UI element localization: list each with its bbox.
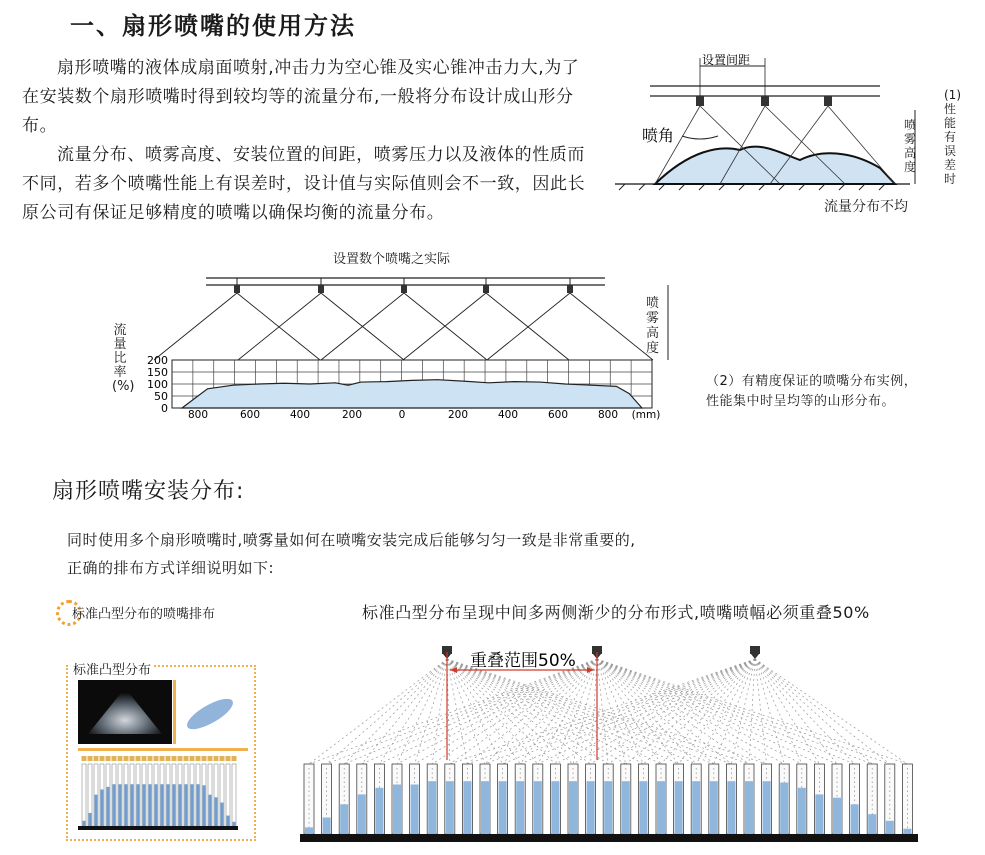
d2-x-tick: 600 — [239, 409, 261, 421]
intro-line-1: 同时使用多个扇形喷嘴时,喷雾量如何在喷嘴安装完成后能够匀匀一致是非常重要的, — [67, 531, 636, 549]
mini-tube-water — [215, 797, 218, 826]
d2-x-tick: 200 — [341, 409, 363, 421]
tube-water-level — [569, 781, 577, 834]
mini-tube-water — [107, 787, 110, 826]
tube-water-level — [851, 804, 859, 834]
tube-water-level — [411, 785, 419, 835]
d2-x-tick: 800 — [597, 409, 619, 421]
diagram-multi-nozzle — [140, 270, 700, 430]
mini-tube-water — [131, 784, 134, 826]
tube-water-level — [534, 781, 542, 834]
mini-tube — [232, 764, 236, 826]
tube-water-level — [798, 788, 806, 834]
d1-caption: 流量分布不均 — [824, 199, 908, 215]
d2-note — [706, 372, 917, 412]
d2-y-tick: 200 — [147, 354, 168, 367]
tube-water-level — [463, 781, 471, 834]
nozzle-1 — [696, 96, 704, 106]
tube-water-level — [446, 781, 454, 834]
mini-tube-water — [119, 784, 122, 826]
tube-water-level — [833, 798, 841, 834]
mini-tube-water — [155, 784, 158, 826]
tube-water-level — [393, 785, 401, 835]
mini-tube-water — [233, 822, 236, 826]
mini-tube-water — [149, 784, 152, 826]
spray-angle-label: 喷角 — [642, 126, 675, 145]
nozzle-3 — [824, 96, 832, 106]
paragraph-2: 流量分布、喷雾高度、安装位置的间距，喷雾压力以及液体的性质而不同，若多个喷嘴性能上有误差时，设计值与实际值则会不一致，因此长原公司有保证足够精度的喷嘴以确保均衡的流量分布。 — [22, 145, 586, 223]
panel-label: 标准凸型分布 — [70, 659, 154, 678]
tube-water-level — [375, 788, 383, 834]
mini-tube-water — [113, 784, 116, 826]
d2-y-tick: 150 — [147, 366, 168, 379]
d2-x-tick: 400 — [497, 409, 519, 421]
tube-water-level — [639, 781, 647, 834]
d1-side-note: (1)性能有误差时 — [944, 88, 961, 186]
tube-water-level — [675, 781, 683, 834]
mini-tube-water — [161, 784, 164, 826]
tube-water-level — [551, 781, 559, 834]
d2-nozzle — [234, 285, 240, 293]
uneven-flow-curve — [655, 147, 895, 184]
tube-water-level — [622, 781, 630, 834]
overlap-label: 重叠范围50% — [470, 651, 576, 671]
tube-water-level — [323, 818, 331, 835]
mini-tube-water — [89, 813, 92, 826]
mini-tube-water — [137, 784, 140, 826]
legend-text: 标准凸型分布的喷嘴排布 — [72, 607, 216, 622]
tube-water-level — [780, 783, 788, 834]
tube-water-level — [710, 781, 718, 834]
nozzle-2 — [761, 96, 769, 106]
d2-nozzle — [567, 285, 573, 293]
intro-line-2: 正确的排布方式详细说明如下: — [67, 559, 275, 577]
mini-tube-water — [101, 789, 104, 826]
d2-x-tick: 200 — [447, 409, 469, 421]
tube-water-level — [516, 781, 524, 834]
tube-water-level — [340, 804, 348, 834]
d2-nozzle — [401, 285, 407, 293]
diagram-uneven-distribution — [610, 50, 980, 230]
tube-water-level — [745, 781, 753, 834]
tube-water-level — [815, 794, 823, 834]
mini-tube-water — [95, 795, 98, 826]
d2-y-tick: 50 — [154, 390, 168, 403]
tube-water-level — [763, 781, 771, 834]
panel-images — [70, 676, 254, 838]
spacing-label: 设置间距 — [702, 53, 751, 67]
d2-flow-area — [182, 380, 642, 408]
paragraph-1: 扇形喷嘴的液体成扇面喷射,冲击力为空心锥及实心锥冲击力大,为了在安装数个扇形喷嘴时得到较均等的流量分布,一般将分布设计成山形分布。 — [22, 58, 580, 136]
tube-water-level — [692, 781, 700, 834]
tube-base — [300, 834, 918, 842]
tube-water-level — [428, 781, 436, 834]
d2-note-line1: （2）有精度保证的喷嘴分布实例， — [706, 374, 918, 389]
mini-tube-water — [83, 821, 86, 826]
mini-tube-water — [185, 784, 188, 826]
mini-tube-water — [179, 784, 182, 826]
tube-water-level — [358, 794, 366, 834]
mini-tube-water — [173, 784, 176, 826]
d2-x-tick: (mm) — [631, 409, 661, 421]
mini-tube-water — [203, 785, 206, 826]
d2-height-label: 喷雾高度 — [646, 296, 660, 356]
d2-x-tick: 400 — [289, 409, 311, 421]
tube-distribution-diagram — [300, 640, 920, 845]
tube-water-level — [727, 781, 735, 834]
mini-tube-water — [209, 795, 212, 826]
d2-note-line2: 性能集中时呈均等的山形分布。 — [706, 394, 896, 409]
mini-tube-water — [125, 784, 128, 826]
tube-water-level — [587, 781, 595, 834]
d2-nozzle — [318, 285, 324, 293]
mini-tube-water — [221, 803, 224, 826]
mini-tube-water — [167, 784, 170, 826]
section-2-intro — [67, 526, 636, 582]
mini-tube-water — [191, 784, 194, 826]
tube-water-level — [604, 781, 612, 834]
big-nozzle — [750, 646, 760, 654]
tube-water-level — [657, 781, 665, 834]
tube-water-level — [868, 814, 876, 834]
tube-water-level — [481, 781, 489, 834]
d2-x-tick: 800 — [187, 409, 209, 421]
mini-tube — [82, 764, 86, 826]
d2-y-axis-title: 流量比率(%) — [112, 323, 135, 394]
mini-tube-water — [227, 816, 230, 826]
d2-x-tick: 600 — [547, 409, 569, 421]
intro-paragraphs — [22, 54, 592, 228]
d2-y-tick: 100 — [147, 378, 168, 391]
d2-title: 设置数个喷嘴之实际 — [333, 252, 451, 267]
mini-tube-water — [197, 784, 200, 826]
spray-pattern-icon — [183, 693, 237, 735]
mini-tube-water — [143, 784, 146, 826]
d1-height-label: 喷雾高度 — [904, 118, 917, 174]
overlap-statement: 标准凸型分布呈现中间多两侧渐少的分布形式,喷嘴喷幅必须重叠50% — [362, 603, 870, 622]
tube-water-level — [499, 781, 507, 834]
section-2-title: 扇形喷嘴安装分布: — [52, 479, 245, 504]
tube-water-level — [305, 827, 313, 834]
d2-x-tick: 0 — [398, 409, 406, 421]
page-title: 一、扇形喷嘴的使用方法 — [70, 12, 356, 40]
tube-water-level — [886, 821, 894, 834]
d2-y-tick: 0 — [161, 402, 168, 415]
d2-nozzle — [483, 285, 489, 293]
tube-water-level — [903, 829, 911, 834]
